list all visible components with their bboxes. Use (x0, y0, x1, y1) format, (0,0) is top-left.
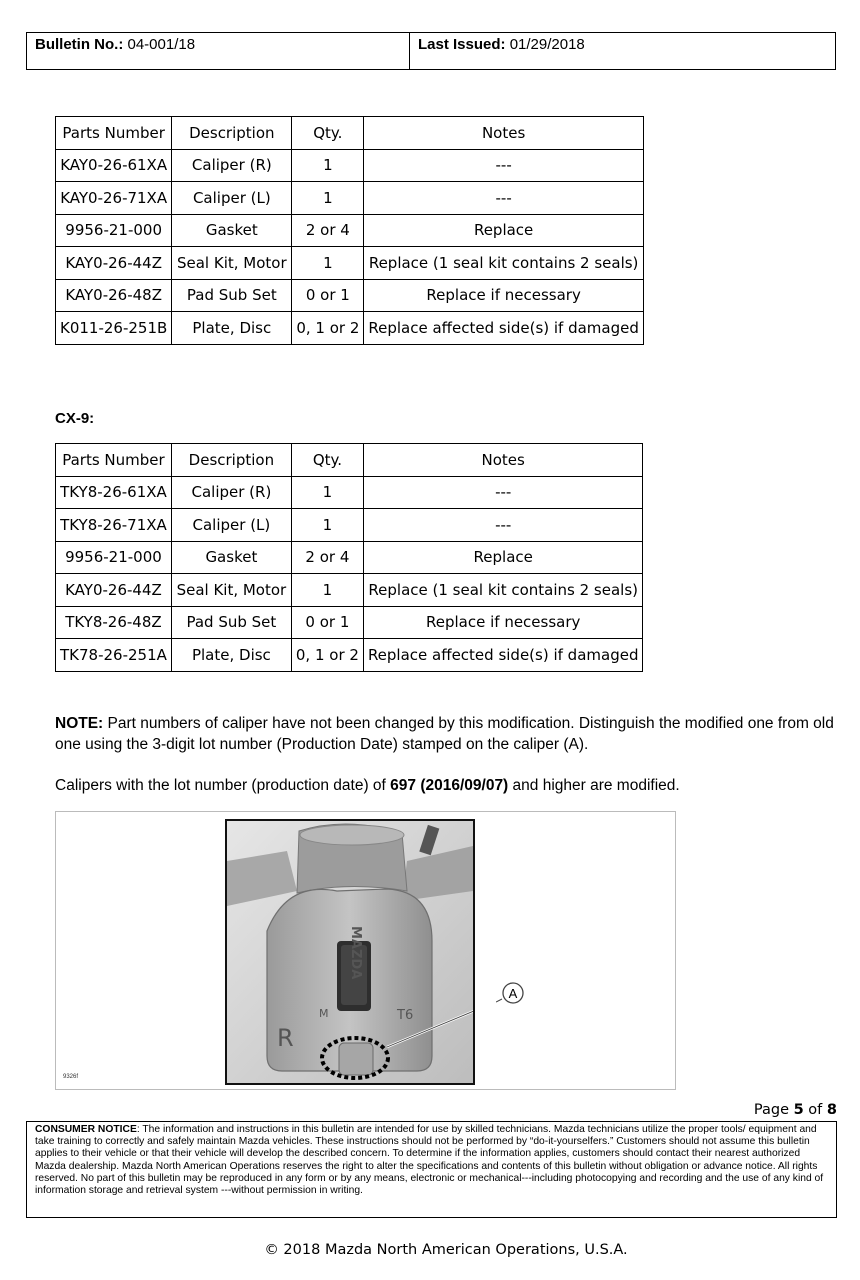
cell-parts-number: K011-26-251B (56, 312, 172, 345)
lot-line-pre: Calipers with the lot number (production date) of (55, 777, 391, 794)
page-number (754, 1102, 837, 1118)
note-label: NOTE: (55, 715, 104, 732)
cell-parts-number: 9956-21-000 (56, 541, 172, 574)
cell-parts-number: TKY8-26-48Z (56, 606, 172, 639)
cell-notes: Replace (363, 541, 643, 574)
table-row (56, 476, 643, 509)
caliper-stamp-r: R (277, 1024, 294, 1052)
cell-qty: 2 or 4 (292, 214, 364, 247)
parts-table-1 (55, 116, 644, 345)
cell-qty: 2 or 4 (291, 541, 363, 574)
page-of: of (803, 1102, 827, 1118)
cell-parts-number: KAY0-26-44Z (56, 247, 172, 280)
cell-notes: Replace (1 seal kit contains 2 seals) (364, 247, 644, 280)
cell-notes: --- (363, 509, 643, 542)
figure-id: 9326f (63, 1074, 79, 1080)
cell-notes: Replace (1 seal kit contains 2 seals) (363, 574, 643, 607)
column-header-notes: Notes (364, 117, 644, 150)
parts-table-cx9 (55, 443, 643, 672)
table-row (56, 149, 644, 182)
table-header-row (56, 117, 644, 150)
cell-qty: 1 (291, 509, 363, 542)
table-row (56, 182, 644, 215)
copyright-footer: © 2018 Mazda North American Operations, U.S.A. (264, 1242, 628, 1258)
cell-qty: 0, 1 or 2 (292, 312, 364, 345)
caliper-stamp-t6: T6 (397, 1008, 414, 1023)
callout-a-label: A (508, 986, 518, 1001)
column-header-description: Description (172, 117, 292, 150)
table-row (56, 606, 643, 639)
bulletin-header (26, 32, 836, 70)
table-row (56, 541, 643, 574)
bulletin-number-value: 04-001/18 (127, 36, 196, 53)
column-header-parts-number: Parts Number (56, 117, 172, 150)
table-row (56, 574, 643, 607)
lot-line-post: and higher are modified. (508, 777, 680, 794)
caliper-illustration (227, 821, 473, 1083)
cell-qty: 0 or 1 (292, 279, 364, 312)
cell-notes: Replace if necessary (364, 279, 644, 312)
column-header-description: Description (171, 444, 291, 477)
cell-parts-number: TK78-26-251A (56, 639, 172, 672)
table-row (56, 247, 644, 280)
cell-description: Plate, Disc (171, 639, 291, 672)
cell-description: Gasket (172, 214, 292, 247)
caliper-stamp-m: M (319, 1007, 329, 1020)
column-header-parts-number: Parts Number (56, 444, 172, 477)
note-text: Part numbers of caliper have not been changed by this modification. Distinguish the modified one from old one using the 3-digit lot number (Production Date) stamped on the caliper (A). (55, 715, 834, 753)
cell-parts-number: KAY0-26-71XA (56, 182, 172, 215)
cell-qty: 1 (291, 574, 363, 607)
cell-parts-number: KAY0-26-48Z (56, 279, 172, 312)
cell-qty: 1 (292, 182, 364, 215)
table-header-row (56, 444, 643, 477)
column-header-qty: Qty. (291, 444, 363, 477)
table-row (56, 312, 644, 345)
cx9-heading: CX-9: (55, 410, 95, 427)
column-header-qty: Qty. (292, 117, 364, 150)
table-row (56, 509, 643, 542)
column-header-notes: Notes (363, 444, 643, 477)
table-row (56, 639, 643, 672)
table-row (56, 214, 644, 247)
cell-description: Pad Sub Set (172, 279, 292, 312)
cell-description: Seal Kit, Motor (172, 247, 292, 280)
cell-qty: 1 (292, 149, 364, 182)
last-issued-value: 01/29/2018 (509, 36, 585, 53)
cell-notes: --- (363, 476, 643, 509)
cell-parts-number: KAY0-26-61XA (56, 149, 172, 182)
cell-description: Caliper (L) (172, 182, 292, 215)
cell-parts-number: TKY8-26-61XA (56, 476, 172, 509)
lot-line-bold: 697 (2016/09/07) (390, 777, 509, 794)
cell-description: Seal Kit, Motor (171, 574, 291, 607)
cell-notes: --- (364, 149, 644, 182)
cell-qty: 1 (292, 247, 364, 280)
cell-notes: Replace if necessary (363, 606, 643, 639)
last-issued-cell (410, 33, 835, 69)
caliper-photo (225, 819, 475, 1085)
cell-parts-number: KAY0-26-44Z (56, 574, 172, 607)
cell-qty: 0 or 1 (291, 606, 363, 639)
callout-a-icon (496, 980, 526, 1010)
cell-description: Gasket (171, 541, 291, 574)
last-issued-label: Last Issued: (418, 36, 506, 53)
cell-description: Caliper (R) (172, 149, 292, 182)
cell-notes: Replace affected side(s) if damaged (364, 312, 644, 345)
cell-qty: 1 (291, 476, 363, 509)
cell-notes: Replace affected side(s) if damaged (363, 639, 643, 672)
note-paragraph (55, 713, 845, 755)
consumer-notice-label: CONSUMER NOTICE (35, 1124, 137, 1135)
consumer-notice-text: : The information and instructions in this bulletin are intended for use by skilled technicians. Mazda technicians utilize the proper tools/ equipment and take training to correctly and safely maintain Mazda vehicles. These instructions should not be performed by “do-it-yourselfers.” Customers should not assume this bulletin applies to their vehicle or that their vehicle will develop the described concern. To determine if the information applies, customers should contact their nearest authorized Mazda dealership. Mazda North American Operations reserves the right to alter the specifications and contents of this bulletin without obligation or advance notice. All rights reserved. No part of this bulletin may be reproduced in any form or by any means, electronic or mechanical---including photocopying and recording and the use of any kind of information storage and retrieval system ---without permission in writing. (35, 1124, 824, 1197)
caliper-figure (55, 811, 676, 1090)
cell-parts-number: 9956-21-000 (56, 214, 172, 247)
cell-description: Caliper (R) (171, 476, 291, 509)
cell-description: Pad Sub Set (171, 606, 291, 639)
cell-notes: --- (364, 182, 644, 215)
cell-notes: Replace (364, 214, 644, 247)
cell-description: Caliper (L) (171, 509, 291, 542)
bulletin-number-label: Bulletin No.: (35, 36, 124, 53)
page-current: 5 (793, 1102, 804, 1118)
lot-number-paragraph (55, 777, 680, 795)
cell-qty: 0, 1 or 2 (291, 639, 363, 672)
page-label: Page (753, 1102, 794, 1118)
consumer-notice (26, 1121, 837, 1218)
page-total: 8 (826, 1102, 837, 1118)
cell-parts-number: TKY8-26-71XA (56, 509, 172, 542)
cell-description: Plate, Disc (172, 312, 292, 345)
table-row (56, 279, 644, 312)
bulletin-number-cell (27, 33, 410, 69)
caliper-brand-stamp: MAZDA (348, 926, 363, 980)
